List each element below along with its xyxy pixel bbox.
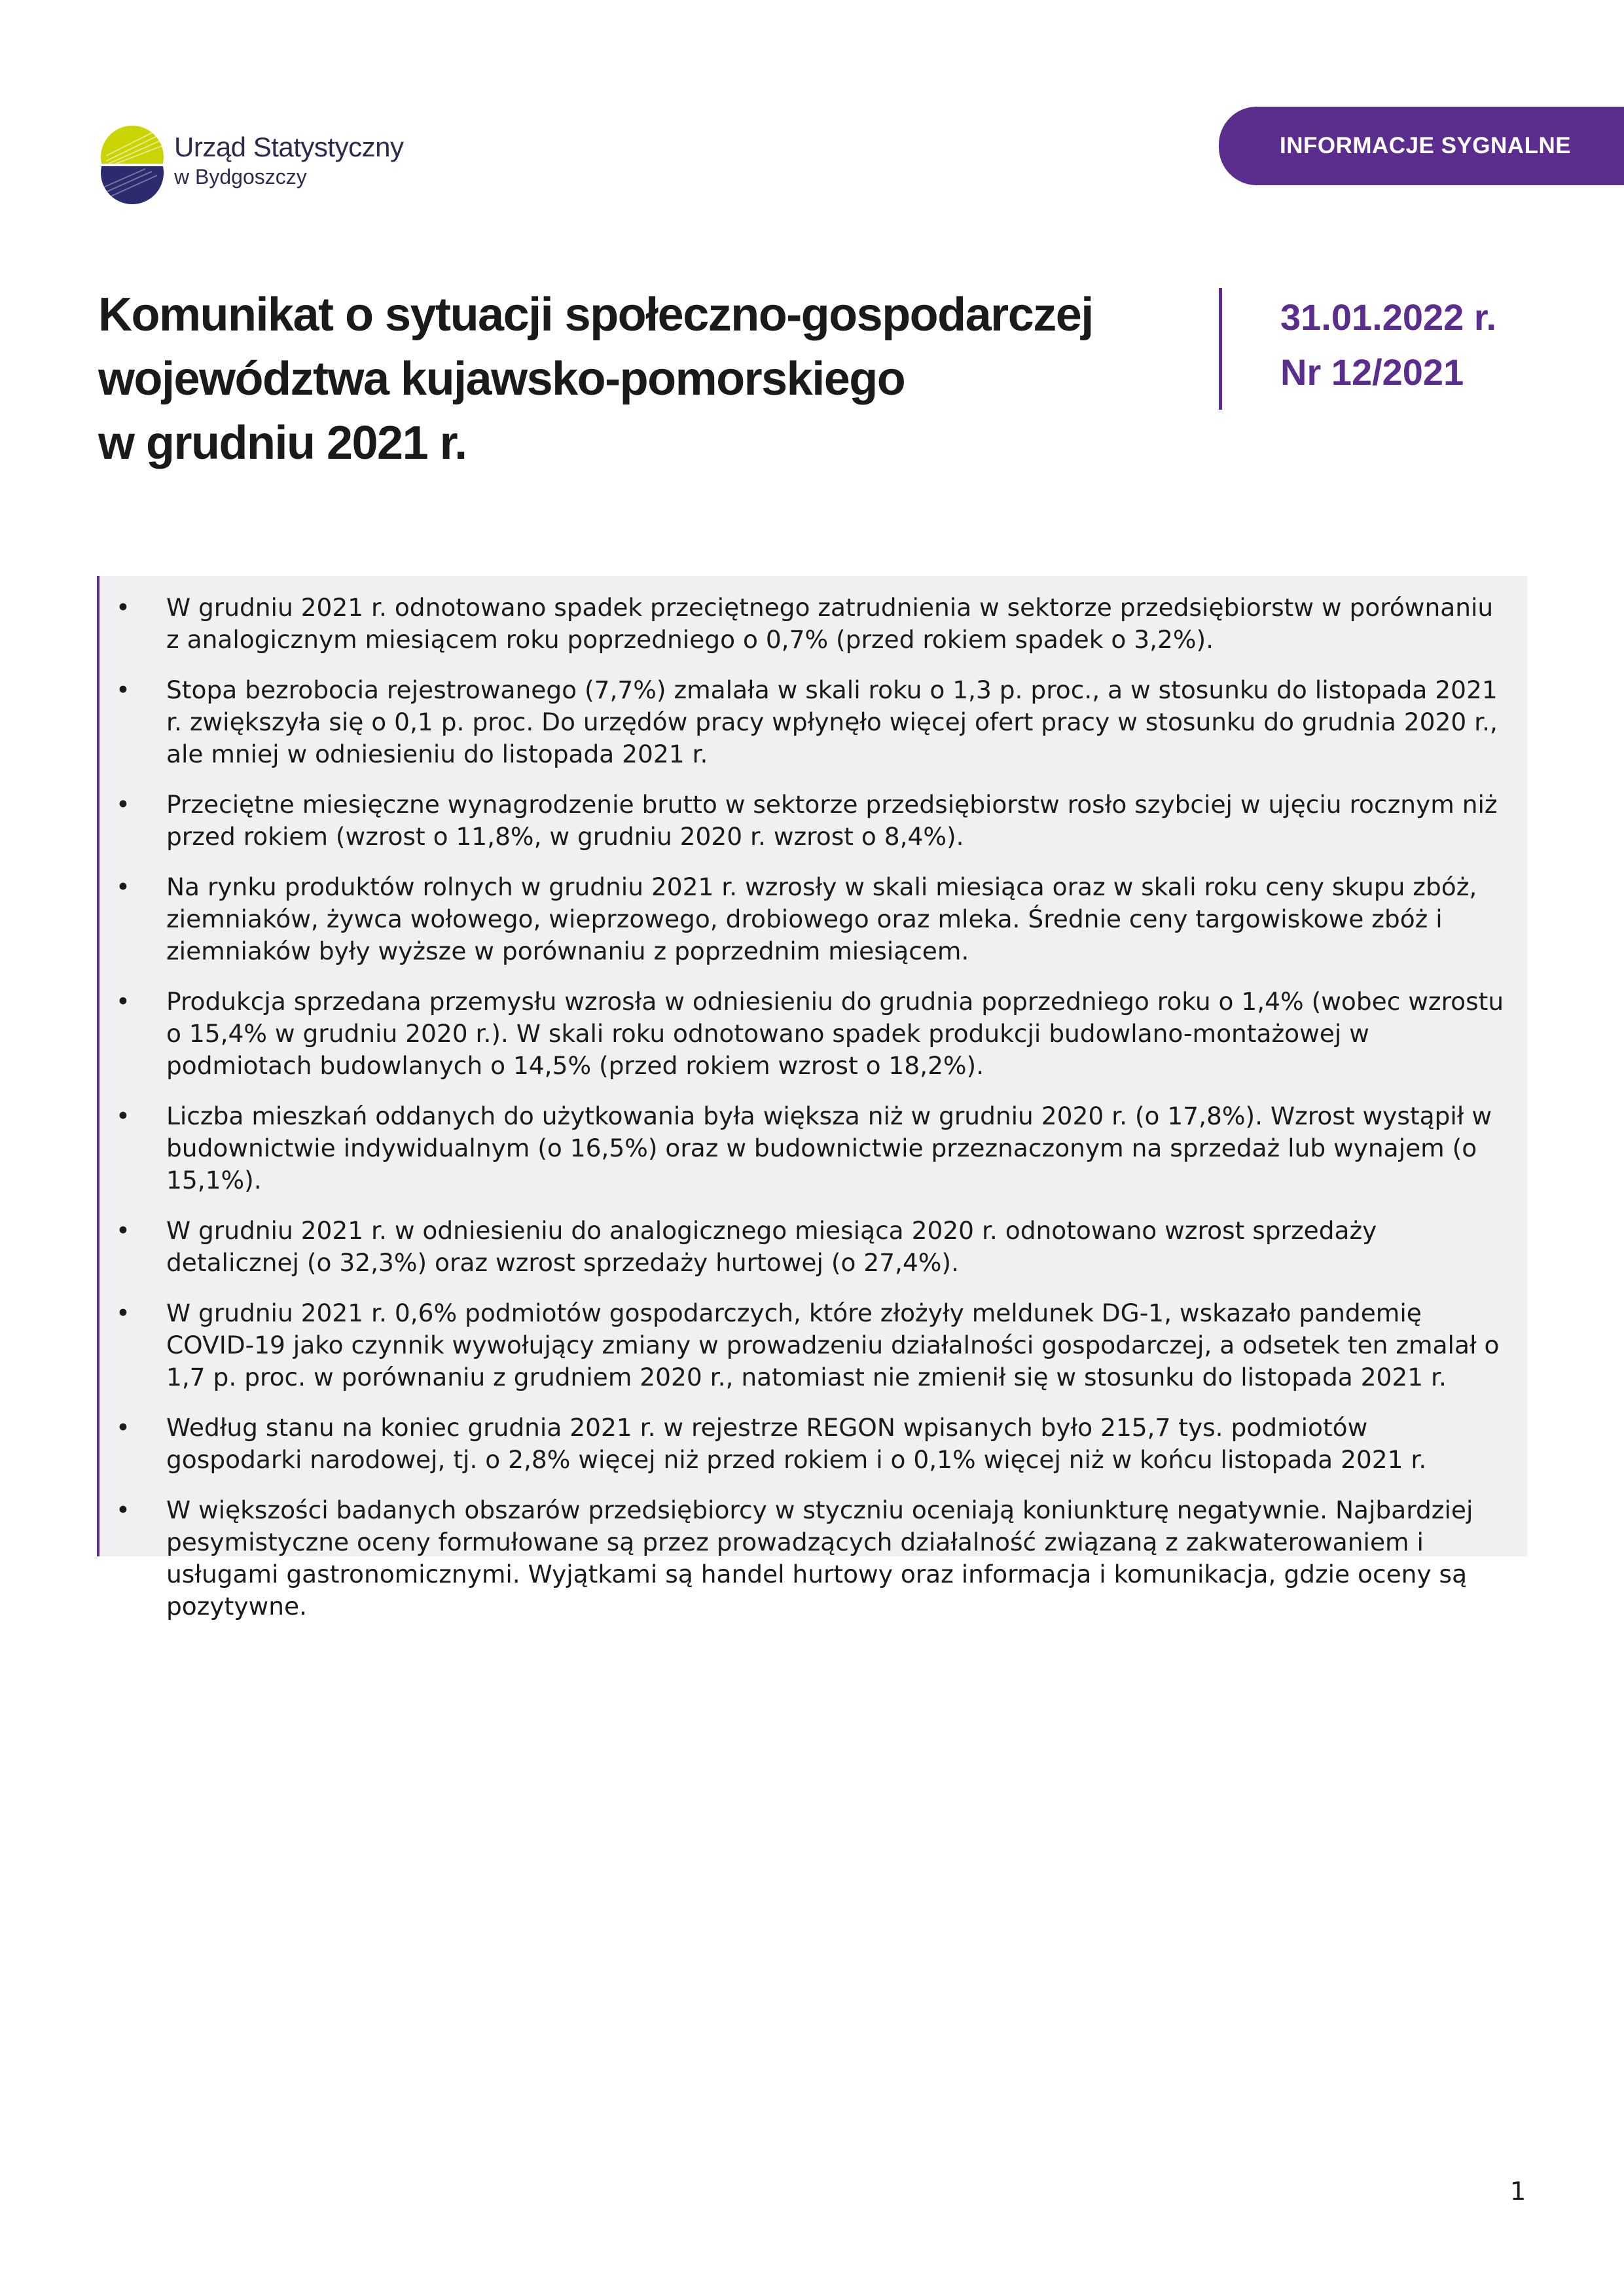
bullet-icon: •	[116, 1217, 130, 1245]
page-title	[98, 283, 1172, 475]
bullet-icon: •	[116, 1102, 130, 1130]
summary-item-text: W grudniu 2021 r. 0,6% podmiotów gospodarczych, które złożyły meldunek DG-1, wskazało pandemię COVID-19 jako czynnik wywołujący zmiany w prowadzeniu działalności gospodarczej, a odsetek ten zmalał o 1,7 p. proc. w porównaniu z grudniem 2020 r., natomiast nie zmienił się w stosunku do listopada 2021 r.	[166, 1299, 1500, 1391]
summary-item	[99, 592, 1507, 656]
summary-box	[97, 576, 1527, 1621]
logo-line-1: Urząd Statystyczny	[174, 132, 404, 162]
title-line-3: w grudniu 2021 r.	[98, 417, 467, 469]
section-tag-label: INFORMACJE SYGNALNE	[1280, 133, 1572, 158]
summary-item-text: Na rynku produktów rolnych w grudniu 2021 r. wzrosły w skali miesiąca oraz w skali roku ceny skupu zbóż, ziemniaków, żywca wołowego, wieprzowego, drobiowego oraz mleka. Średnie ceny targowiskowe zbóż i ziemniaków były wyższe w porównaniu z poprzednim miesiącem.	[166, 872, 1477, 965]
summary-item	[99, 1412, 1507, 1476]
publication-meta	[1280, 290, 1496, 400]
summary-item	[99, 871, 1507, 967]
bullet-icon: •	[116, 791, 130, 819]
logo-text	[174, 132, 403, 189]
publication-number: Nr 12/2021	[1280, 351, 1464, 393]
bullet-icon: •	[116, 676, 130, 704]
summary-item	[99, 789, 1507, 853]
summary-item-text: Stopa bezrobocia rejestrowanego (7,7%) zmalała w skali roku o 1,3 p. proc., a w stosunku do listopada 2021 r. zwiększyła się o 0,1 p. proc. Do urzędów pracy wpłynęło więcej ofert pracy w stosunku do grudnia 2020 r., ale mniej w odniesieniu do listopada 2021 r.	[166, 675, 1498, 768]
section-tag	[1219, 107, 1624, 185]
summary-item-text: Przeciętne miesięczne wynagrodzenie brutto w sektorze przedsiębiorstw rosło szybciej w ujęciu rocznym niż przed rokiem (wzrost o 11,8%, w grudniu 2020 r. wzrost o 8,4%).	[166, 790, 1498, 851]
logo-line-2: w Bydgoszczy	[174, 165, 307, 188]
summary-item	[99, 1494, 1507, 1623]
summary-item-text: W grudniu 2021 r. w odniesieniu do analogicznego miesiąca 2020 r. odnotowano wzrost sprzedaży detalicznej (o 32,3%) oraz wzrost sprzedaży hurtowej (o 27,4%).	[166, 1216, 1377, 1277]
summary-list	[99, 592, 1507, 1623]
bullet-icon: •	[116, 1414, 130, 1442]
summary-item-text: W większości badanych obszarów przedsiębiorcy w styczniu oceniają koniunkturę negatywnie. Najbardziej pesymistyczne oceny formułowane są przez prowadzących działalność związaną z zakwaterowaniem i usługami gastronomicznymi. Wyjątkami są handel hurtowy oraz informacja i komunikacja, gdzie oceny są pozytywne.	[166, 1496, 1473, 1621]
summary-item-text: Według stanu na koniec grudnia 2021 r. w rejestrze REGON wpisanych było 215,7 tys. podmiotów gospodarki narodowej, tj. o 2,8% więcej niż przed rokiem i o 0,1% więcej niż w końcu listopada 2021 r.	[166, 1413, 1427, 1474]
summary-item	[99, 674, 1507, 770]
summary-item	[99, 1215, 1507, 1279]
summary-item-text: Liczba mieszkań oddanych do użytkowania była większa niż w grudniu 2020 r. (o 17,8%). Wzrost wystąpił w budownictwie indywidualnym (o 16,5%) oraz w budownictwie przeznaczonym na sprzedaż lub wynajem (o 15,1%).	[166, 1102, 1492, 1194]
bullet-icon: •	[116, 988, 130, 1016]
title-line-1: Komunikat o sytuacji społeczno-gospodarczej	[98, 289, 1093, 341]
meta-divider	[1219, 288, 1222, 410]
logo-icon	[99, 117, 165, 213]
page-number: 1	[1510, 2177, 1526, 2206]
bullet-icon: •	[116, 1496, 130, 1524]
bullet-icon: •	[116, 873, 130, 901]
bullet-icon: •	[116, 1299, 130, 1327]
publication-date: 31.01.2022 r.	[1280, 296, 1497, 338]
summary-item	[99, 1297, 1507, 1393]
bullet-icon: •	[116, 594, 130, 622]
logo	[99, 117, 403, 213]
title-line-2: województwa kujawsko-pomorskiego	[98, 353, 905, 405]
summary-item-text: W grudniu 2021 r. odnotowano spadek przeciętnego zatrudnienia w sektorze przedsiębiorstw w porównaniu z analogicznym miesiącem roku poprzedniego o 0,7% (przed rokiem spadek o 3,2%).	[166, 593, 1494, 654]
summary-item	[99, 986, 1507, 1082]
summary-item	[99, 1100, 1507, 1196]
summary-item-text: Produkcja sprzedana przemysłu wzrosła w odniesieniu do grudnia poprzedniego roku o 1,4% (wobec wzrostu o 15,4% w grudniu 2020 r.). W skali roku odnotowano spadek produkcji budowlano-montażowej w podmiotach budowlanych o 14,5% (przed rokiem wzrost o 18,2%).	[166, 987, 1504, 1080]
